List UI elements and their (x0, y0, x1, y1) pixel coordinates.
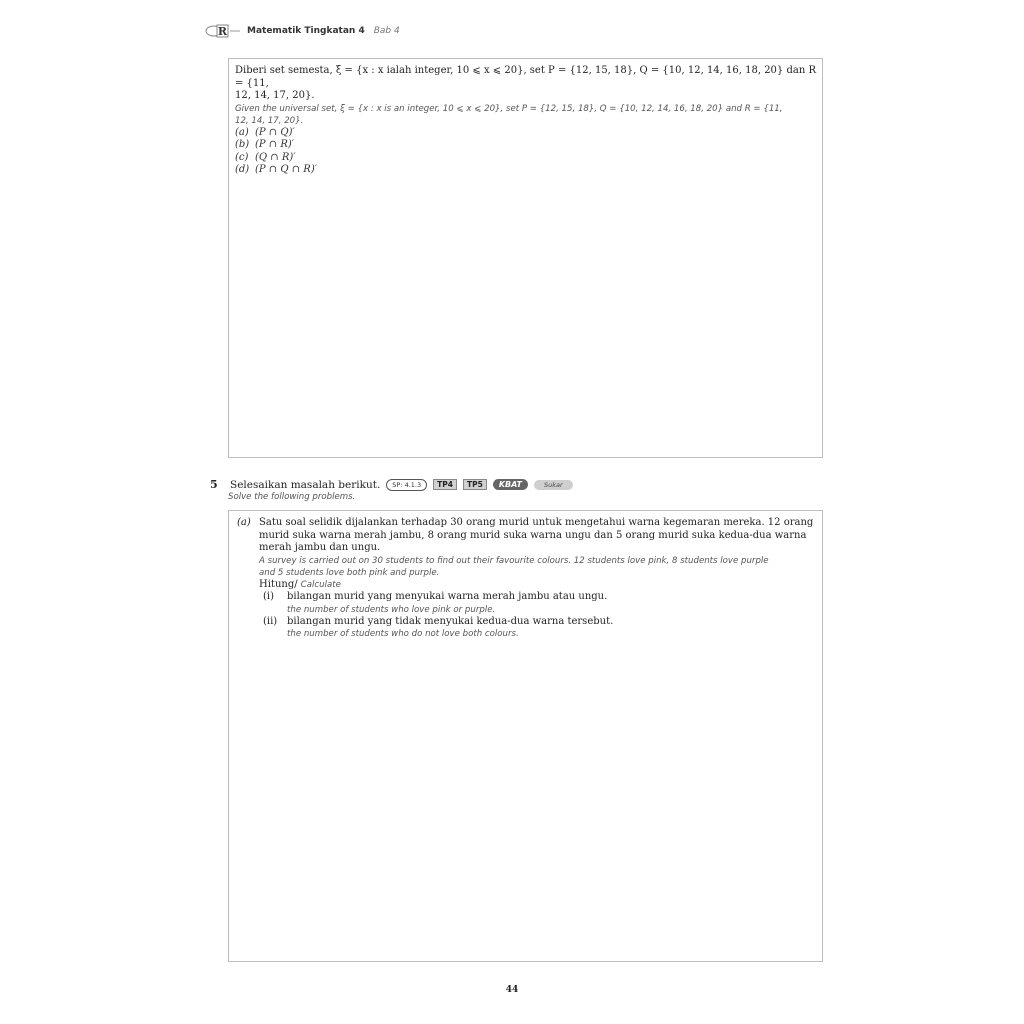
q4-ms-line-2: 12, 14, 17, 20}. (235, 90, 315, 101)
q5a-ms-line-1: Satu soal selidik dijalankan terhadap 30 orang murid untuk mengetahui warna kegemaran mereka. 12 orang (259, 517, 814, 528)
q5-en-title: Solve the following problems. (228, 492, 356, 502)
q5a-sub-i-en: the number of students who love pink or purple. (287, 604, 496, 615)
chapter-label: Bab 4 (373, 26, 400, 36)
page-header (205, 22, 400, 40)
question-4-answer-box (228, 58, 823, 458)
q5a-sub-i-ms: bilangan murid yang menyukai warna merah jambu atau ungu. (287, 591, 608, 602)
q4-part-a: (a) (P ∩ Q)′ (235, 126, 295, 138)
q4-en-line-1: Given the universal set, ξ = {x : x is an integer, 10 ⩽ x ⩽ 20}, set P = {12, 15, 18}, Q = {10, 12, 14, 16, 18, 20} and R = {11, (235, 103, 783, 114)
question-5-answer-box (228, 510, 823, 962)
q4-ms-line-1: Diberi set semesta, ξ = {x : x ialah integer, 10 ⩽ x ⩽ 20}, set P = {12, 15, 18}, Q = {10, 12, 14, 16, 18, 20} dan R = {11, (235, 65, 816, 89)
q4-en-line-2: 12, 14, 17, 20}. (235, 115, 304, 126)
q5a-sub-ii-en: the number of students who do not love both colours. (287, 629, 519, 639)
calc-en: Calculate (300, 579, 341, 590)
q4-part-c: (c) (Q ∩ R)′ (235, 151, 296, 163)
q5a-ms-line-2: murid suka warna merah jambu, 8 orang murid suka warna ungu dan 5 orang murid suka kedua-dua warna (259, 529, 807, 541)
tp5-badge: TP5 (463, 479, 487, 490)
question-number: 5 (210, 478, 218, 491)
q4-part-b: (b) (P ∩ R)′ (235, 139, 295, 150)
question-5-heading (210, 478, 573, 502)
difficulty-badge: Sukar (534, 480, 573, 490)
book-title: Matematik Tingkatan 4 (247, 26, 365, 36)
svg-text:R: R (217, 25, 228, 38)
q5a-sub-ii: (ii) bilangan murid yang tidak menyukai kedua-dua warna tersebut. the number of students who do not love both colours. (263, 616, 814, 641)
q5-ms-title: Selesaikan masalah berikut. (230, 478, 381, 491)
q5-part-a-label: (a) (237, 517, 251, 528)
tp4-badge: TP4 (433, 479, 457, 490)
q5a-en-line-1: A survey is carried out on 30 students to find out their favourite colours. 12 students love pink, 8 students love purple (259, 555, 769, 566)
kbat-badge: KBAT (493, 479, 528, 490)
q5a-sub-ii-ms: bilangan murid yang tidak menyukai kedua-dua warna tersebut. (287, 615, 614, 627)
q5a-en-line-2: and 5 students love both pink and purple. (259, 567, 440, 578)
page-number: 44 (505, 985, 519, 995)
q4-part-d: (d) (P ∩ Q ∩ R)′ (235, 164, 318, 175)
calculate-line (259, 579, 814, 592)
sp-badge: SP: 4.1.3 (386, 479, 427, 491)
q5a-ms-line-3: merah jambu dan ungu. (259, 542, 381, 553)
q5a-sub-i: (i) bilangan murid yang menyukai warna merah jambu atau ungu. the number of students who love pink or purple. (263, 591, 814, 616)
publisher-logo (205, 24, 241, 38)
calc-ms: Hitung/ (259, 578, 298, 590)
q5-part-a (237, 517, 814, 640)
